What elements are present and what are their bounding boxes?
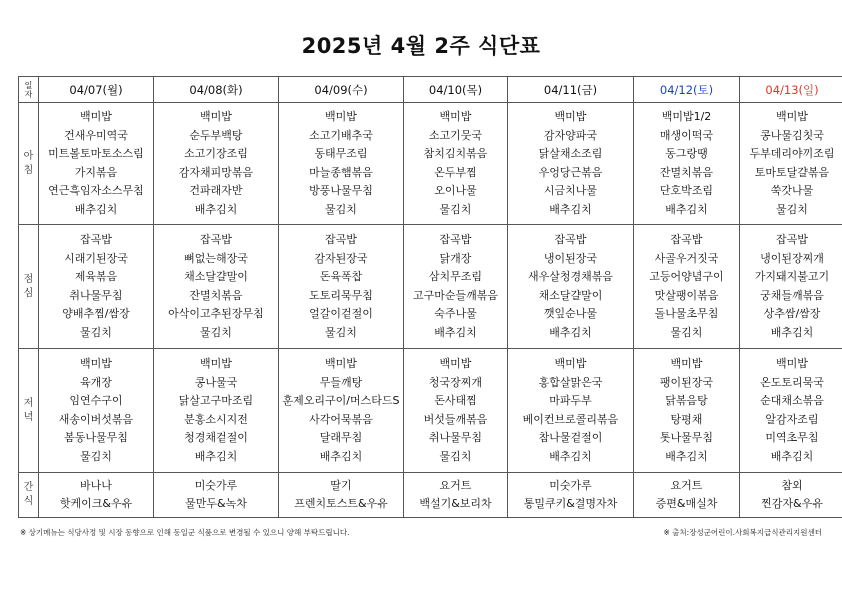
snack-cell [154, 473, 279, 518]
menu-item: 순두부백탕 [189, 128, 243, 142]
lunch-cell [508, 225, 634, 349]
menu-item: 육개장 [80, 375, 112, 389]
breakfast-cell [404, 103, 508, 225]
menu-item: 닭볶음탕 [665, 394, 708, 407]
menu-item: 프렌치토스트&우유 [294, 497, 388, 510]
menu-item: 잡곡밥 [80, 233, 112, 246]
menu-item: 백미밥 [200, 110, 232, 123]
menu-item: 채소달걀말이 [184, 270, 248, 283]
menu-item: 냉이된장찌개 [760, 251, 824, 265]
day-header-mon: 04/07(월) [39, 77, 154, 103]
menu-item: 잡곡밥 [200, 233, 232, 246]
menu-item: 물김치 [200, 325, 232, 339]
menu-item: 쑥갓나물 [770, 184, 814, 197]
menu-item: 백미밥 [325, 110, 357, 123]
lunch-cell [154, 225, 279, 349]
menu-item: 백미밥1/2 [661, 110, 712, 123]
dinner-cell [740, 349, 842, 473]
menu-item: 동그랑땡 [665, 147, 708, 160]
menu-item: 백미밥 [80, 110, 112, 123]
menu-item: 잡곡밥 [325, 233, 357, 246]
menu-item: 배추김치 [434, 325, 477, 339]
menu-item: 고등어양념구이 [649, 270, 724, 283]
menu-item: 잡곡밥 [670, 233, 703, 246]
menu-item: 닭살고구마조림 [178, 394, 254, 407]
menu-item: 온도토리묵국 [760, 375, 824, 389]
meal-label-char: 저 [23, 397, 34, 409]
menu-item: 배추김치 [549, 202, 592, 216]
meal-label-char: 식 [23, 496, 34, 507]
menu-item: 사골우거짓국 [654, 251, 719, 265]
menu-item: 물김치 [325, 202, 357, 216]
menu-item: 콩나물국 [194, 375, 238, 389]
day-header-thu: 04/10(목) [404, 77, 508, 103]
snack-cell [740, 473, 842, 518]
dinner-row [19, 349, 842, 473]
menu-item: 백미밥 [554, 110, 587, 123]
menu-item: 아삭이고추된장무침 [168, 307, 264, 320]
menu-item: 톳나물무침 [659, 431, 714, 444]
menu-item: 바나나 [80, 478, 112, 492]
header-row [19, 77, 842, 103]
menu-item: 배추김치 [770, 449, 814, 463]
menu-item: 닭살채소조림 [538, 147, 603, 160]
lunch-label [19, 225, 39, 349]
menu-item: 배추김치 [194, 449, 238, 463]
menu-item: 취나물무침 [428, 431, 483, 444]
day-header-wed: 04/09(수) [279, 77, 404, 103]
menu-item: 참치김치볶음 [423, 147, 488, 160]
breakfast-cell [740, 103, 842, 225]
menu-item: 냉이된장국 [543, 251, 598, 265]
snack-cell [279, 473, 404, 518]
menu-item: 봄동나물무침 [64, 431, 128, 444]
menu-item: 새송이버섯볶음 [58, 412, 134, 426]
menu-item: 참외 [781, 478, 803, 492]
menu-item: 무들깨탕 [319, 375, 363, 389]
lunch-cell [279, 225, 404, 349]
menu-item: 요거트 [670, 478, 703, 492]
menu-item: 찐감자&우유 [761, 497, 823, 510]
corner-char: 자 [24, 89, 33, 99]
menu-item: 제육볶음 [74, 270, 118, 283]
menu-item: 분홍소시지전 [184, 412, 248, 426]
menu-item: 숙주나물 [434, 307, 477, 320]
menu-item: 배추김치 [665, 202, 708, 216]
menu-item: 배추김치 [770, 325, 814, 339]
menu-item: 백미밥 [776, 110, 808, 123]
menu-item: 물김치 [439, 202, 472, 216]
menu-item: 사각어묵볶음 [309, 412, 373, 426]
menu-item: 백미밥 [554, 357, 587, 370]
menu-item: 배추김치 [549, 449, 592, 463]
menu-item: 백미밥 [325, 357, 357, 370]
meal-label-char: 침 [23, 164, 34, 176]
menu-item: 핫케이크&우유 [59, 497, 133, 510]
snack-label [19, 473, 39, 518]
breakfast-cell [634, 103, 740, 225]
menu-item: 도토리묵무침 [309, 288, 373, 302]
date-column-header [19, 77, 39, 103]
menu-item: 미트볼토마토소스림 [48, 147, 144, 160]
menu-item: 배추김치 [665, 449, 708, 463]
menu-item: 잡곡밥 [554, 233, 587, 246]
menu-item: 물김치 [439, 449, 472, 463]
menu-item: 요거트 [439, 478, 472, 492]
footer-note: ※ 상기메뉴는 식당사정 및 시장 동향으로 인해 동일군 식품으로 변경될 수 있으니 양해 부탁드립니다. [20, 528, 350, 537]
menu-item: 두부데리야끼조림 [749, 147, 835, 160]
menu-item: 백미밥 [776, 357, 808, 370]
menu-item: 달래무침 [319, 431, 363, 444]
snack-cell [404, 473, 508, 518]
menu-item: 물김치 [80, 449, 112, 463]
menu-item: 고구마순들깨볶음 [412, 288, 498, 302]
menu-table [18, 76, 842, 518]
menu-item: 돈육폭찹 [319, 270, 363, 283]
menu-item: 백미밥 [200, 357, 232, 370]
dinner-cell [39, 349, 154, 473]
menu-item: 버섯들깨볶음 [423, 412, 488, 426]
meal-label-char: 심 [23, 287, 34, 299]
breakfast-cell [508, 103, 634, 225]
snack-row [19, 473, 842, 518]
menu-item: 소고기배추국 [309, 128, 373, 142]
menu-item: 방풍나물무침 [309, 184, 373, 197]
lunch-cell [404, 225, 508, 349]
menu-item: 감자채피망볶음 [178, 165, 254, 179]
menu-item: 백미밥 [439, 110, 472, 123]
day-header-fri: 04/11(금) [508, 77, 634, 103]
menu-item: 백미밥 [670, 357, 703, 370]
menu-item: 닭개장 [439, 251, 472, 265]
menu-item: 취나물무침 [69, 288, 123, 302]
breakfast-cell [279, 103, 404, 225]
menu-item: 시금치나물 [543, 184, 598, 197]
meal-label-char: 녁 [23, 411, 34, 423]
menu-item: 감자된장국 [314, 251, 368, 265]
menu-item: 훈제오리구이/머스타드S [282, 394, 400, 407]
menu-item: 통밀쿠키&결명자차 [523, 497, 618, 510]
lunch-cell [740, 225, 842, 349]
menu-item: 딸기 [330, 478, 352, 492]
lunch-row [19, 225, 842, 349]
menu-item: 백설기&보리차 [419, 497, 492, 510]
menu-item: 상추쌈/쌈장 [763, 307, 821, 320]
snack-cell [508, 473, 634, 518]
page-title: 2025년 4월 2주 식단표 [301, 34, 541, 58]
menu-item: 임연수구이 [69, 394, 123, 407]
menu-item: 팽이된장국 [659, 375, 714, 389]
menu-item: 양배추찜/쌈장 [62, 307, 130, 320]
menu-item: 소고기장조림 [184, 147, 248, 160]
menu-item: 물김치 [325, 325, 357, 339]
menu-item: 감자양파국 [543, 128, 598, 142]
menu-item: 잔멸치볶음 [189, 288, 243, 302]
menu-item: 백미밥 [439, 357, 472, 370]
menu-body [19, 103, 842, 518]
menu-item: 돌나물초무침 [654, 307, 719, 320]
menu-item: 연근흑임자소스무침 [48, 184, 144, 197]
lunch-cell [39, 225, 154, 349]
menu-item: 미역초무침 [765, 431, 819, 444]
snack-cell [39, 473, 154, 518]
menu-item: 베이컨브로콜리볶음 [522, 412, 619, 426]
day-header-sat: 04/12(토) [634, 77, 740, 103]
menu-item: 단호박조림 [659, 184, 714, 197]
menu-item: 청경채겉절이 [184, 431, 248, 444]
menu-item: 홍합살맑은국 [538, 375, 603, 389]
menu-item: 동태무조림 [314, 147, 368, 160]
dinner-cell [279, 349, 404, 473]
menu-item: 마파두부 [549, 394, 592, 407]
menu-item: 백미밥 [80, 357, 112, 370]
dinner-cell [404, 349, 508, 473]
menu-item: 배추김치 [194, 202, 238, 216]
menu-item: 얼갈이겉절이 [309, 307, 373, 320]
menu-item: 돈사태찜 [434, 394, 477, 407]
dinner-cell [634, 349, 740, 473]
dinner-label [19, 349, 39, 473]
dinner-cell [154, 349, 279, 473]
menu-item: 탕평채 [670, 412, 703, 426]
menu-item: 오이나물 [434, 184, 477, 197]
menu-item: 배추김치 [74, 202, 118, 216]
menu-item: 잔멸치볶음 [659, 165, 714, 179]
menu-item: 미숫가루 [549, 478, 592, 492]
menu-item: 콩나물김칫국 [760, 128, 824, 142]
menu-item: 시래기된장국 [64, 251, 128, 265]
menu-item: 물김치 [776, 202, 808, 216]
menu-item: 알감자조림 [765, 412, 819, 426]
menu-item: 가지볶음 [74, 165, 118, 179]
meal-label-char: 간 [23, 482, 34, 493]
menu-item: 토마토달걀볶음 [754, 165, 830, 179]
breakfast-row [19, 103, 842, 225]
meal-label-char: 아 [23, 150, 34, 162]
menu-item: 건새우미역국 [64, 128, 128, 142]
menu-item: 채소달걀말이 [538, 288, 603, 302]
menu-item: 소고기뭇국 [428, 128, 483, 142]
meal-label-char: 점 [23, 273, 34, 285]
dinner-cell [508, 349, 634, 473]
day-header-tue: 04/08(화) [154, 77, 279, 103]
breakfast-cell [39, 103, 154, 225]
day-header-sun: 04/13(일) [740, 77, 842, 103]
lunch-cell [634, 225, 740, 349]
menu-item: 물만두&녹차 [185, 497, 247, 510]
menu-item: 건파래자반 [189, 184, 243, 197]
menu-item: 배추김치 [319, 449, 363, 463]
corner-char: 일 [24, 80, 33, 90]
menu-item: 우엉당근볶음 [538, 165, 603, 179]
menu-item: 미숫가루 [194, 478, 238, 492]
menu-item: 물김치 [80, 325, 112, 339]
menu-item: 새우살청경채볶음 [527, 270, 613, 283]
menu-item: 가지돼지불고기 [754, 270, 830, 283]
snack-cell [634, 473, 740, 518]
menu-item: 마늘종햄볶음 [309, 165, 373, 179]
menu-item: 참나물겉절이 [538, 431, 603, 444]
breakfast-cell [154, 103, 279, 225]
menu-item: 궁채들깨볶음 [760, 288, 824, 302]
menu-item: 매생이떡국 [659, 128, 714, 142]
menu-item: 청국장찌개 [428, 375, 483, 389]
menu-item: 잡곡밥 [439, 233, 472, 246]
menu-item: 배추김치 [549, 325, 592, 339]
menu-item: 물김치 [670, 325, 703, 339]
menu-item: 뼈없는해장국 [184, 251, 248, 265]
breakfast-label [19, 103, 39, 225]
menu-item: 삼치무조림 [428, 270, 483, 283]
menu-item: 증편&매실차 [655, 497, 718, 510]
menu-item: 깻잎순나물 [543, 307, 598, 320]
menu-item: 잡곡밥 [776, 233, 808, 246]
footer-source: ※ 출처:장성군어린이.사회복지급식관리지원센터 [663, 528, 822, 537]
menu-item: 순대채소볶음 [760, 394, 824, 407]
menu-item: 맛살팽이볶음 [654, 288, 719, 302]
menu-item: 온두부찜 [434, 165, 477, 179]
